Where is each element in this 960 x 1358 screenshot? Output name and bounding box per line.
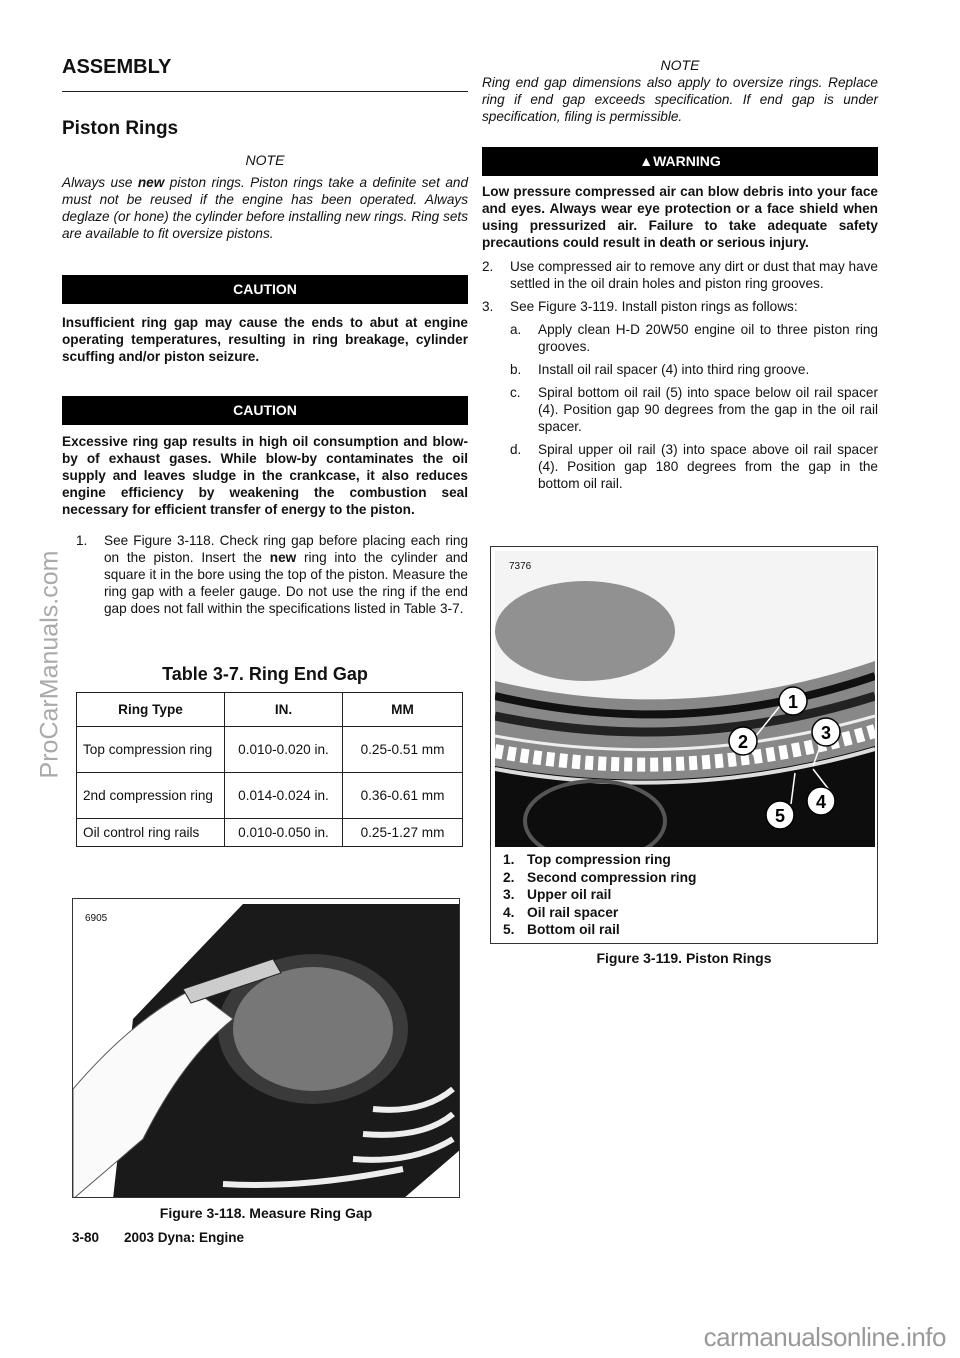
table-title: Table 3-7. Ring End Gap xyxy=(162,664,368,684)
legend-item: 5. Bottom oil rail xyxy=(503,922,620,937)
legend-item: 3. Upper oil rail xyxy=(503,887,612,902)
caution-text: Insufficient ring gap may cause the ends to abut at engine operating temperatures, resulting in ring breakage, cylinder scuffing and/or piston seizure. xyxy=(62,315,468,364)
callout-1 xyxy=(779,687,807,715)
step-number: 1. xyxy=(76,533,88,548)
step-number: d. xyxy=(510,442,522,457)
cell: 0.014-0.024 in. xyxy=(225,773,343,819)
substep-d xyxy=(510,441,878,492)
legend-item: 2. Second compression ring xyxy=(503,869,697,885)
figure-3-118 xyxy=(72,898,460,1198)
header-rule xyxy=(62,91,468,92)
callout-4 xyxy=(807,787,835,815)
cell: Oil control ring rails xyxy=(77,819,225,847)
legend-item: 4. Oil rail spacer xyxy=(503,904,619,920)
cell: Top compression ring xyxy=(77,727,225,773)
cell: 2nd compression ring xyxy=(77,773,225,819)
svg-text:4: 4 xyxy=(815,792,827,812)
cell: 0.36-0.61 mm xyxy=(343,773,463,819)
column-header: IN. xyxy=(225,693,343,727)
substep-a xyxy=(510,321,878,355)
step-text: Spiral upper oil rail (3) into space above oil rail spacer (4). Position gap 180 degrees from the gap in the bottom oil rail. xyxy=(538,442,878,491)
callout-3 xyxy=(812,718,840,746)
step-text: See Figure 3-118. Check ring gap before placing each ring on the piston. Insert the new ring into the cylinder and square it in the bore using the top of the piston. Measure the ring gap with a feeler gauge. Do not use the ring if the end gap does not fall within the specifications listed in Table 3-7. xyxy=(104,533,468,616)
step-number: c. xyxy=(510,385,521,400)
table-row xyxy=(77,727,463,773)
step-number: 2. xyxy=(482,259,494,274)
caution-banner: CAUTION xyxy=(62,396,468,425)
svg-text:5: 5 xyxy=(774,806,786,826)
note-label: NOTE xyxy=(245,152,285,168)
caution-text: Excessive ring gap results in high oil consumption and blow-by of exhaust gases. While blow-by contaminates the oil supply and leaves sludge in the crankcase, it also reduces engine efficiency by weakening the combustion seal necessary for efficient transfer of energy to the piston. xyxy=(62,434,468,517)
step-text: Install oil rail spacer (4) into third ring groove. xyxy=(538,362,810,377)
note-text: Always use new piston rings. Piston rings take a definite set and must not be reused if the engine has been operated. Always deglaze (or hone) the cylinder before installing new rings. Ring sets are available to fit oversize pistons. xyxy=(62,175,469,241)
callout-2 xyxy=(729,727,757,755)
step-number: a. xyxy=(510,322,522,337)
cell: 0.25-0.51 mm xyxy=(343,727,463,773)
figure-id: 7376 xyxy=(509,561,532,572)
caution-banner: CAUTION xyxy=(62,275,468,304)
page-number: 3-80 xyxy=(72,1230,100,1245)
warning-text: Low pressure compressed air can blow debris into your face and eyes. Always wear eye protection or a face shield when using pressurized air. Failure to take adequate safety precautions could result in death or serious injury. xyxy=(482,184,878,250)
svg-text:2: 2 xyxy=(737,732,749,752)
table-row xyxy=(77,773,463,819)
substep-c xyxy=(510,384,878,435)
footer-title: 2003 Dyna: Engine xyxy=(124,1230,245,1245)
table-row xyxy=(77,819,463,847)
ring-end-gap-table xyxy=(76,692,463,847)
cell: 0.010-0.050 in. xyxy=(225,819,343,847)
cell: 0.010-0.020 in. xyxy=(225,727,343,773)
step-1 xyxy=(62,532,468,617)
step-number: b. xyxy=(510,362,522,377)
measure-ring-gap-photo xyxy=(73,899,460,1198)
legend-item: 1. Top compression ring xyxy=(503,852,671,867)
svg-text:3: 3 xyxy=(820,723,832,743)
note-text: Ring end gap dimensions also apply to oversize rings. Replace ring if end gap exceeds specification. If end gap is under specification, filing is permissible. xyxy=(482,75,878,124)
watermark-bottom: carmanualsonline.info xyxy=(703,1322,946,1352)
callout-5 xyxy=(766,801,794,829)
piston-rings-photo xyxy=(495,551,875,847)
step-number: 3. xyxy=(482,299,494,314)
warning-banner: ▲WARNING xyxy=(482,147,878,176)
svg-text:1: 1 xyxy=(787,692,799,712)
column-header: MM xyxy=(343,693,463,727)
note-label: NOTE xyxy=(660,57,700,73)
step-text: Apply clean H-D 20W50 engine oil to three piston ring grooves. xyxy=(538,322,878,354)
step-text: Spiral bottom oil rail (5) into space below oil rail spacer (4). Position gap 90 degrees from the gap in the oil rail spacer. xyxy=(538,385,878,434)
step-2 xyxy=(482,258,878,292)
step-text: Use compressed air to remove any dirt or dust that may have settled in the oil drain holes and piston ring grooves. xyxy=(510,259,878,291)
left-column xyxy=(62,152,468,623)
substep-b xyxy=(510,361,878,378)
figure-3-119 xyxy=(490,546,878,944)
right-column xyxy=(482,57,878,498)
table-header-row xyxy=(77,693,463,727)
section-header: ASSEMBLY xyxy=(62,56,172,78)
cell: 0.25-1.27 mm xyxy=(343,819,463,847)
watermark-left: ProCarManuals.com xyxy=(35,550,64,779)
figure-caption: Figure 3-118. Measure Ring Gap xyxy=(159,1205,373,1221)
step-3 xyxy=(482,298,878,315)
figure-id: 6905 xyxy=(85,913,108,924)
step-text: See Figure 3-119. Install piston rings as follows: xyxy=(510,299,798,314)
figure-caption: Figure 3-119. Piston Rings xyxy=(596,950,772,966)
page-title: Piston Rings xyxy=(62,118,179,139)
column-header: Ring Type xyxy=(77,693,225,727)
warning-triangle-icon: ▲ xyxy=(639,153,654,169)
figure-legend xyxy=(503,851,696,939)
